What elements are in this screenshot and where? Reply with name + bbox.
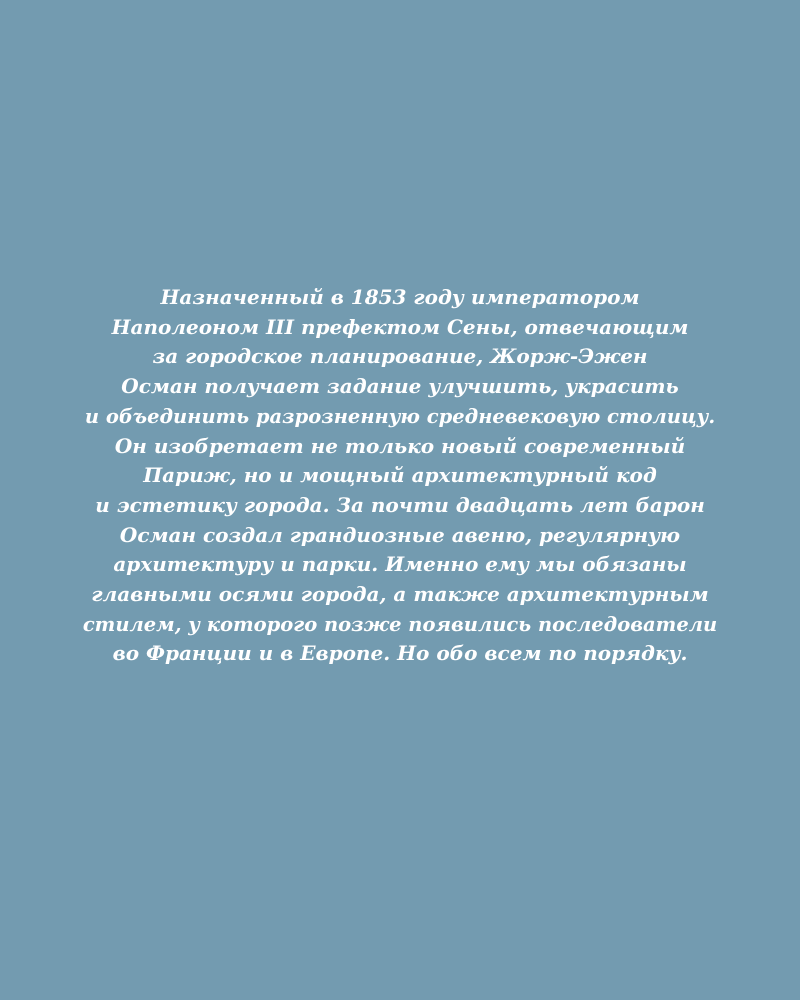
paragraph-line: Осман создал грандиозные авеню, регулярную bbox=[119, 522, 681, 547]
paragraph-line: архитектуру и парки. Именно ему мы обязаны bbox=[113, 552, 687, 577]
paragraph-line: главными осями города, а также архитектурным bbox=[91, 582, 709, 607]
paragraph-line: Он изобретает не только новый современный bbox=[114, 433, 686, 458]
paragraph-line: во Франции и в Европе. Но обо всем по порядку. bbox=[112, 641, 688, 666]
paragraph-line: Назначенный в 1853 году императором bbox=[160, 285, 640, 309]
paragraph-line: Осман получает задание улучшить, украсить bbox=[121, 374, 679, 399]
paragraph-line: и эстетику города. За почти двадцать лет барон bbox=[95, 492, 705, 517]
paragraph-line: Париж, но и мощный архитектурный код bbox=[143, 463, 657, 488]
paragraph-line: Наполеоном III префектом Сены, отвечающим bbox=[111, 314, 689, 339]
paragraph-line: стилем, у которого позже появились последователи bbox=[82, 612, 718, 636]
main-paragraph bbox=[80, 283, 720, 669]
paragraph-line: за городское планирование, Жорж-Эжен bbox=[152, 344, 648, 369]
paragraph-line: и объединить разрозненную средневековую столицу. bbox=[84, 404, 716, 428]
